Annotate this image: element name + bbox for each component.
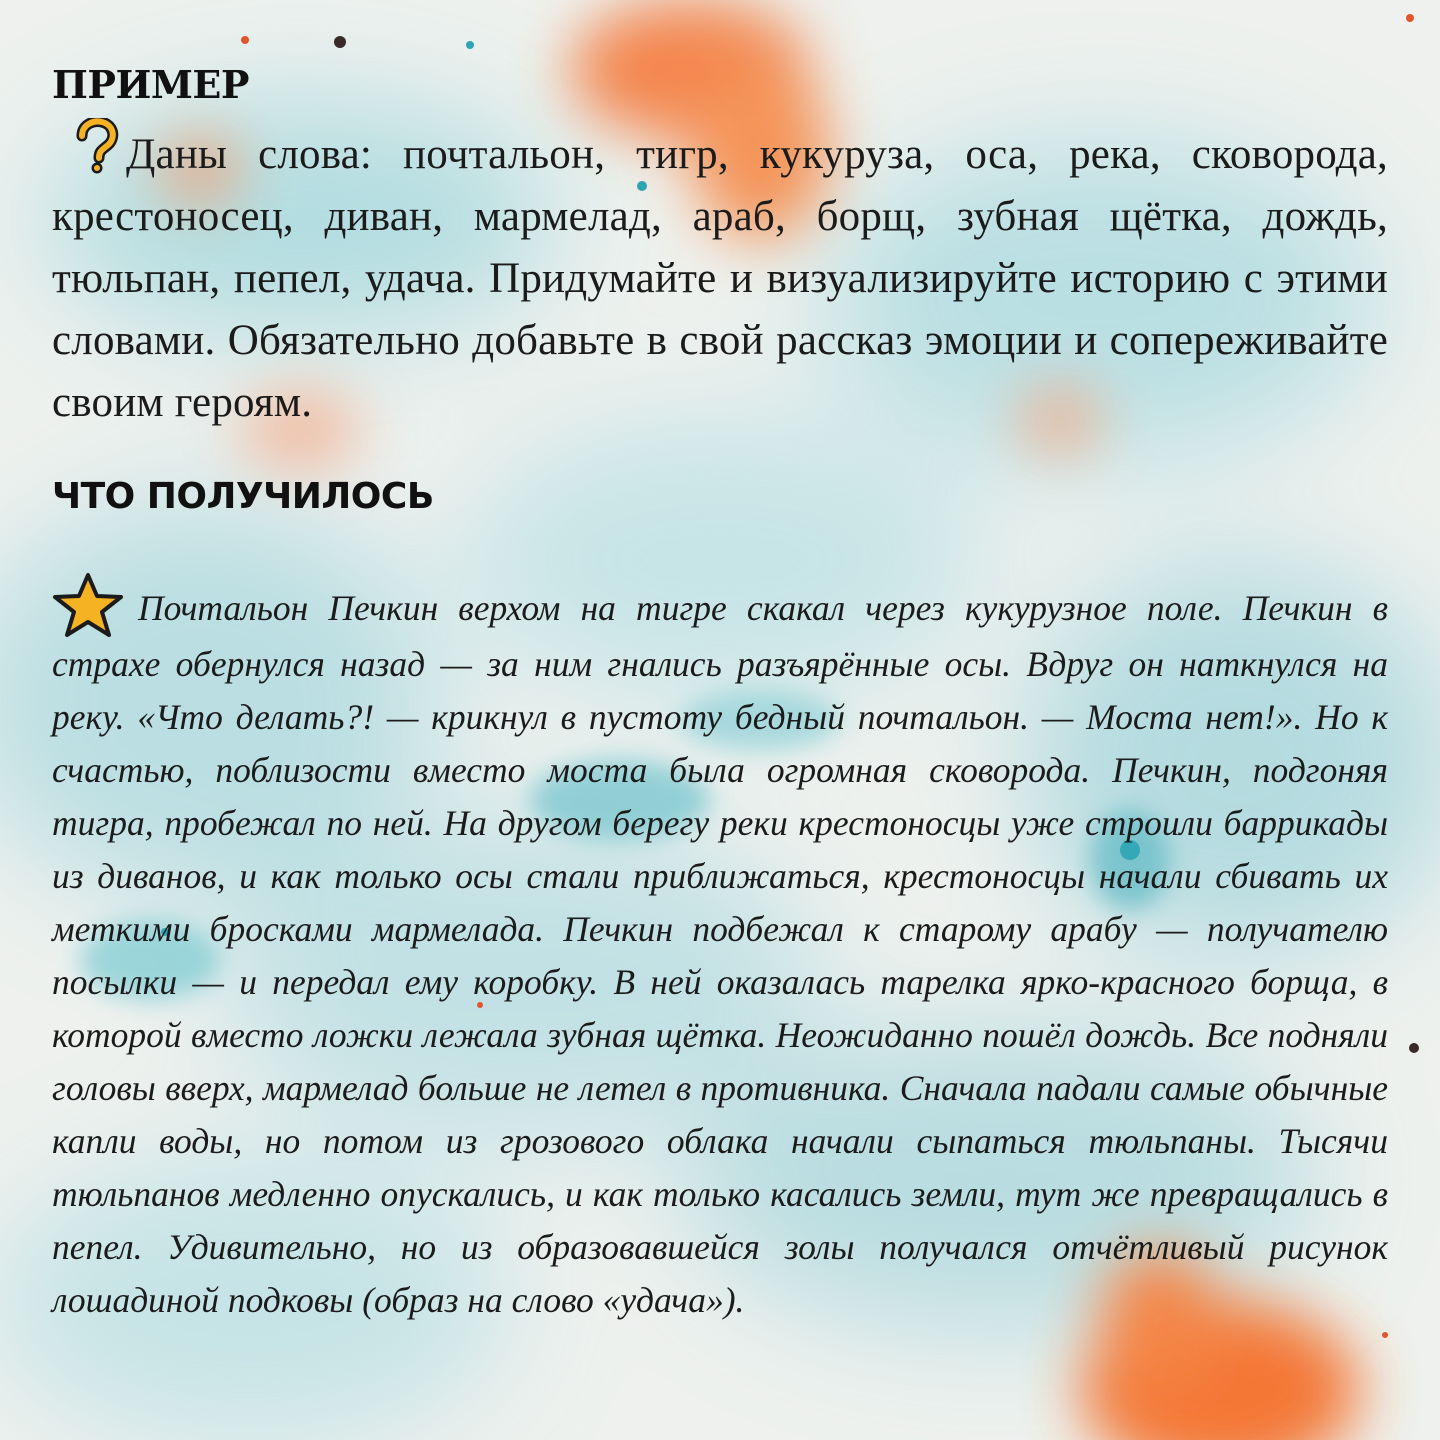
result-paragraph xyxy=(52,572,1388,1327)
example-text: Даны слова: почтальон, тигр, кукуруза, оса, река, сковорода, крестоносец, диван, мармелад, араб, борщ, зубная щётка, дождь, тюльпан, пепел, удача. Придумайте и визуализируйте историю с этими словами. Обязательно добавьте в свой рассказ эмоции и сопереживайте своим героям. xyxy=(52,131,1388,426)
example-heading: ПРИМЕР xyxy=(52,62,249,107)
question-mark-icon xyxy=(72,118,122,174)
star-icon xyxy=(52,572,124,638)
result-text: Почтальон Печкин верхом на тигре скакал через кукурузное поле. Печкин в страхе обернулся назад — за ним гнались разъярённые осы. Вдруг он наткнулся на реку. «Что делать?! — крикнул в пустоту бедный почтальон. — Моста нет!». Но к счастью, поблизости вместо моста была огромная сковорода. Печкин, подгоняя тигра, пробежал по ней. На другом берегу реки крестоносцы уже строили баррикады из диванов, и как только осы стали приближаться, крестоносцы начали сбивать их меткими бросками мармелада. Печкин подбежал к старому арабу — получателю посылки — и передал ему коробку. В ней оказалась тарелка ярко-красного борща, в которой вместо ложки лежала зубная щётка. Неожиданно пошёл дождь. Все подняли головы вверх, мармелад больше не летел в противника. Сначала падали самые обычные капли воды, но потом из грозового облака начали сыпаться тюльпаны. Тысячи тюльпанов медленно опускались, и как только касались земли, тут же превращались в пепел. Удивительно, но из образовавшейся золы получался отчётливый рисунок лошадиной подковы (образ на слово «удача»). xyxy=(52,588,1388,1320)
result-heading: ЧТО ПОЛУЧИЛОСЬ xyxy=(52,476,434,517)
example-paragraph xyxy=(52,118,1388,434)
page-content xyxy=(52,0,1388,1440)
